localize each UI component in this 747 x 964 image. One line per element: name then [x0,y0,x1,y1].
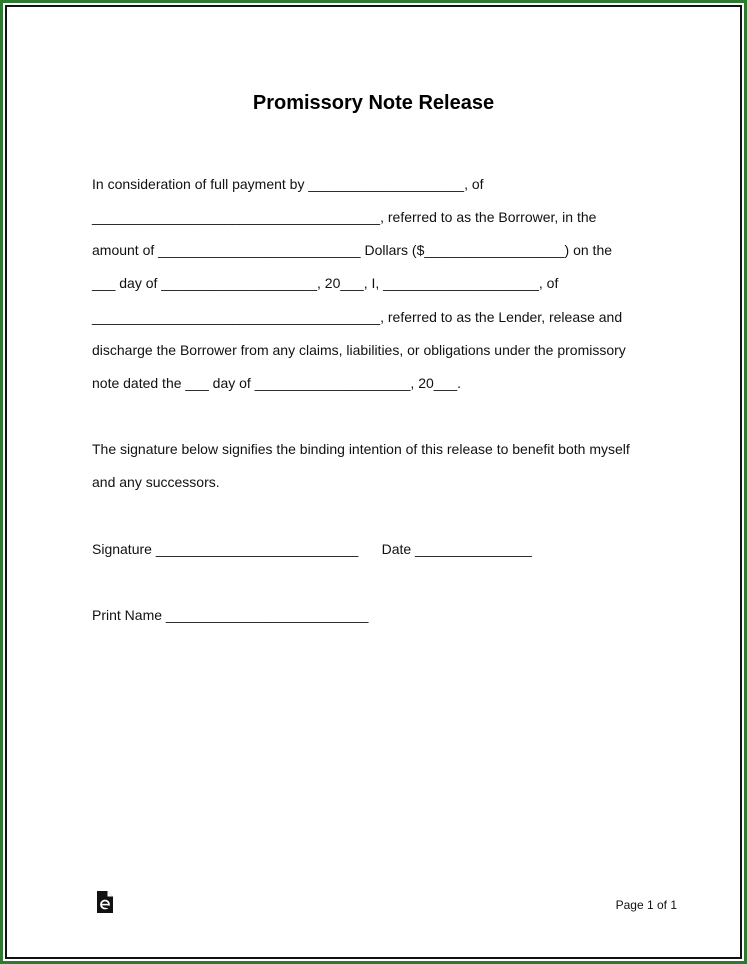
paragraph-1-line-3: amount of __________________________ Dollars ($__________________) on the [92,242,613,258]
paragraph-1-line-6: discharge the Borrower from any claims, liabilities, or obligations under the promissory [92,342,626,358]
document-title: Promissory Note Release [252,92,495,114]
page-number: Page 1 of 1 [615,898,677,912]
paragraph-1-line-5: _____________________________________, referred to as the Lender, release and [92,309,623,325]
paragraph-1-line-1: In consideration of full payment by ____________________, of [92,176,484,192]
paragraph-1-line-2: _____________________________________, referred to as the Borrower, in the [92,209,597,225]
paragraph-1-line-4: ___ day of ____________________, 20___, I, ____________________, of [92,275,559,291]
signature-date-line: Signature __________________________ Date _______________ [92,541,532,557]
eforms-logo-icon [96,890,114,914]
paragraph-2-line-1: The signature below signifies the binding intention of this release to benefit both myself [92,441,630,457]
paragraph-1-line-7: note dated the ___ day of ____________________, 20___. [92,375,462,391]
paragraph-2-line-2: and any successors. [92,474,220,490]
print-name-line: Print Name __________________________ [92,607,369,623]
